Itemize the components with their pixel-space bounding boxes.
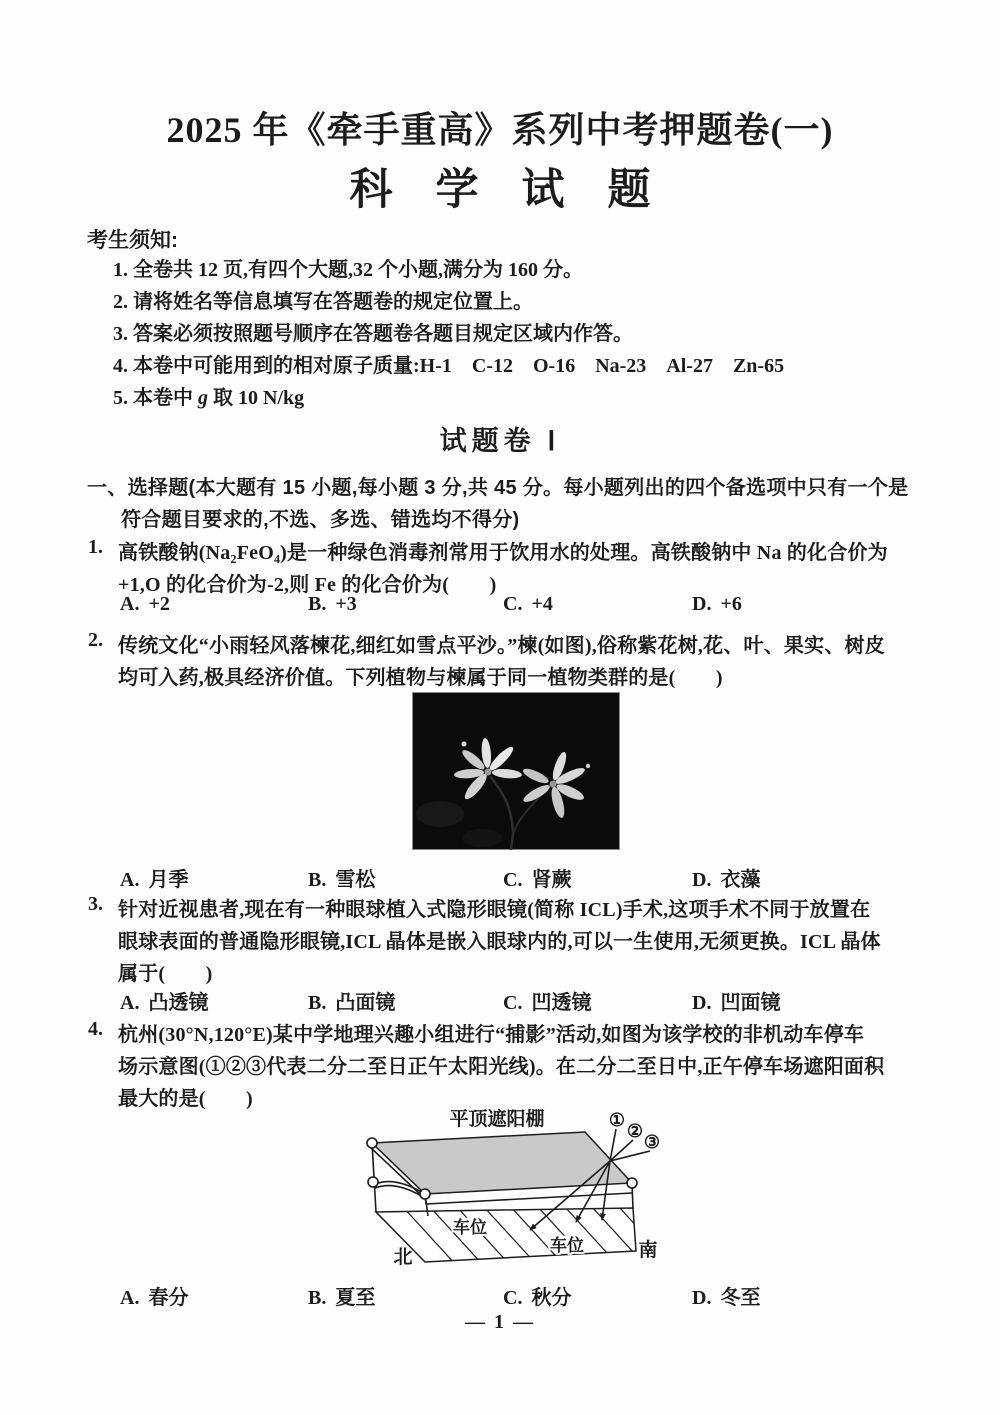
ray-label-2: ② <box>626 1121 644 1141</box>
notice-heading: 考生须知: <box>87 229 178 252</box>
q3-options <box>0 986 1000 1016</box>
section1-heading-line1: 一、选择题(本大题有 15 小题,每小题 3 分,共 45 分。每小题列出的四个备选项中只有一个是 <box>87 477 909 499</box>
q2-options <box>0 863 1000 893</box>
gravity-symbol: g <box>198 387 208 409</box>
parking-lot-diagram <box>355 1103 715 1269</box>
q1-option-a: A. +2 <box>120 593 170 615</box>
q1-line-2: +1,O 的化合价为-2,则 Fe 的化合价为( ) <box>118 574 497 596</box>
notice-item-5 <box>113 381 304 410</box>
q4-option-d: D. 冬至 <box>692 1287 761 1309</box>
paper-subtitle: 科 学 试 题 <box>349 167 651 214</box>
q2-option-d: D. 衣藻 <box>692 869 761 891</box>
ray-label-1: ① <box>608 1110 626 1130</box>
notice-item-2: 2. 请将姓名等信息填写在答题卷的规定位置上。 <box>113 291 533 313</box>
q1-option-c: C. +4 <box>503 593 553 615</box>
canopy-frame <box>369 1132 633 1216</box>
q4-option-b: B. 夏至 <box>308 1287 376 1309</box>
notice-item-5-post: 取 10 N/kg <box>208 387 305 409</box>
notice-item-1: 1. 全卷共 12 页,有四个大题,32 个小题,满分为 160 分。 <box>113 259 583 281</box>
canopy-label: 平顶遮阳棚 <box>449 1109 545 1130</box>
q2-line-2: 均可入药,极具经济价值。下列植物与楝属于同一植物类群的是( ) <box>118 667 723 689</box>
south-label: 南 <box>638 1240 658 1261</box>
page-title: 2025 年《牵手重高》系列中考押题卷(一) <box>166 110 834 150</box>
q4-option-c: C. 秋分 <box>503 1287 572 1309</box>
q2-option-a: A. 月季 <box>120 869 189 891</box>
q2-line-1: 传统文化“小雨轻风落楝花,细红如雪点平沙。”楝(如图),俗称紫花树,花、叶、果实、树皮 <box>118 635 885 657</box>
q3-line-3: 属于( ) <box>118 963 213 985</box>
q3-option-b: B. 凸面镜 <box>308 992 396 1014</box>
section1-heading-line2: 符合题目要求的,不选、多选、错选均不得分) <box>121 509 520 531</box>
q4-option-a: A. 春分 <box>120 1287 189 1309</box>
north-label: 北 <box>393 1247 413 1268</box>
q1-number: 1. <box>88 536 103 558</box>
parking-ground <box>376 1208 636 1262</box>
q1-options <box>0 593 1000 623</box>
notice-item-5-pre: 5. 本卷中 <box>113 387 198 409</box>
q3-number: 3. <box>88 893 103 915</box>
part1-heading: 试题卷 Ⅰ <box>439 426 561 456</box>
q3-option-c: C. 凹透镜 <box>503 992 592 1014</box>
q2-number: 2. <box>88 629 103 651</box>
q4-options <box>0 1281 1000 1311</box>
q3-line-1: 针对近视患者,现在有一种眼球植入式隐形眼镜(简称 ICL)手术,这项手术不同于放置在 <box>118 899 871 921</box>
q2-option-c: C. 肾蕨 <box>503 869 572 891</box>
q4-line-2: 场示意图(①②③代表二分二至日正午太阳光线)。在二分二至日中,正午停车场遮阳面积 <box>118 1056 885 1078</box>
parking-spot-label-2: 车位 <box>550 1236 584 1255</box>
page-number: — 1 — <box>465 1311 535 1333</box>
chinaberry-flowers-photo <box>412 692 620 850</box>
q3-line-2: 眼球表面的普通隐形眼镜,ICL 晶体是嵌入眼球内的,可以一生使用,无须更换。ICL 晶体 <box>118 931 881 953</box>
q1-option-b: B. +3 <box>308 593 357 615</box>
notice-item-4: 4. 本卷中可能用到的相对原子质量:H-1 C-12 O-16 Na-23 Al-27 Zn-65 <box>113 355 785 377</box>
q4-number: 4. <box>88 1018 103 1040</box>
ray-label-3: ③ <box>643 1132 661 1152</box>
q2-option-b: B. 雪松 <box>308 869 376 891</box>
notice-item-3: 3. 答案必须按照题号顺序在答题卷各题目规定区域内作答。 <box>113 323 633 345</box>
q1-option-d: D. +6 <box>692 593 742 615</box>
q4-line-1: 杭州(30°N,120°E)某中学地理兴趣小组进行“捕影”活动,如图为该学校的非机动车停车 <box>118 1024 865 1046</box>
q4-line-3: 最大的是( ) <box>118 1088 253 1110</box>
q1-line-1: 高铁酸钠(Na₂FeO₄)是一种绿色消毒剂常用于饮用水的处理。高铁酸钠中 Na 的化合价为 <box>118 542 888 564</box>
parking-spot-label-1: 车位 <box>453 1218 487 1237</box>
q3-option-a: A. 凸透镜 <box>120 992 209 1014</box>
q3-option-d: D. 凹面镜 <box>692 992 781 1014</box>
